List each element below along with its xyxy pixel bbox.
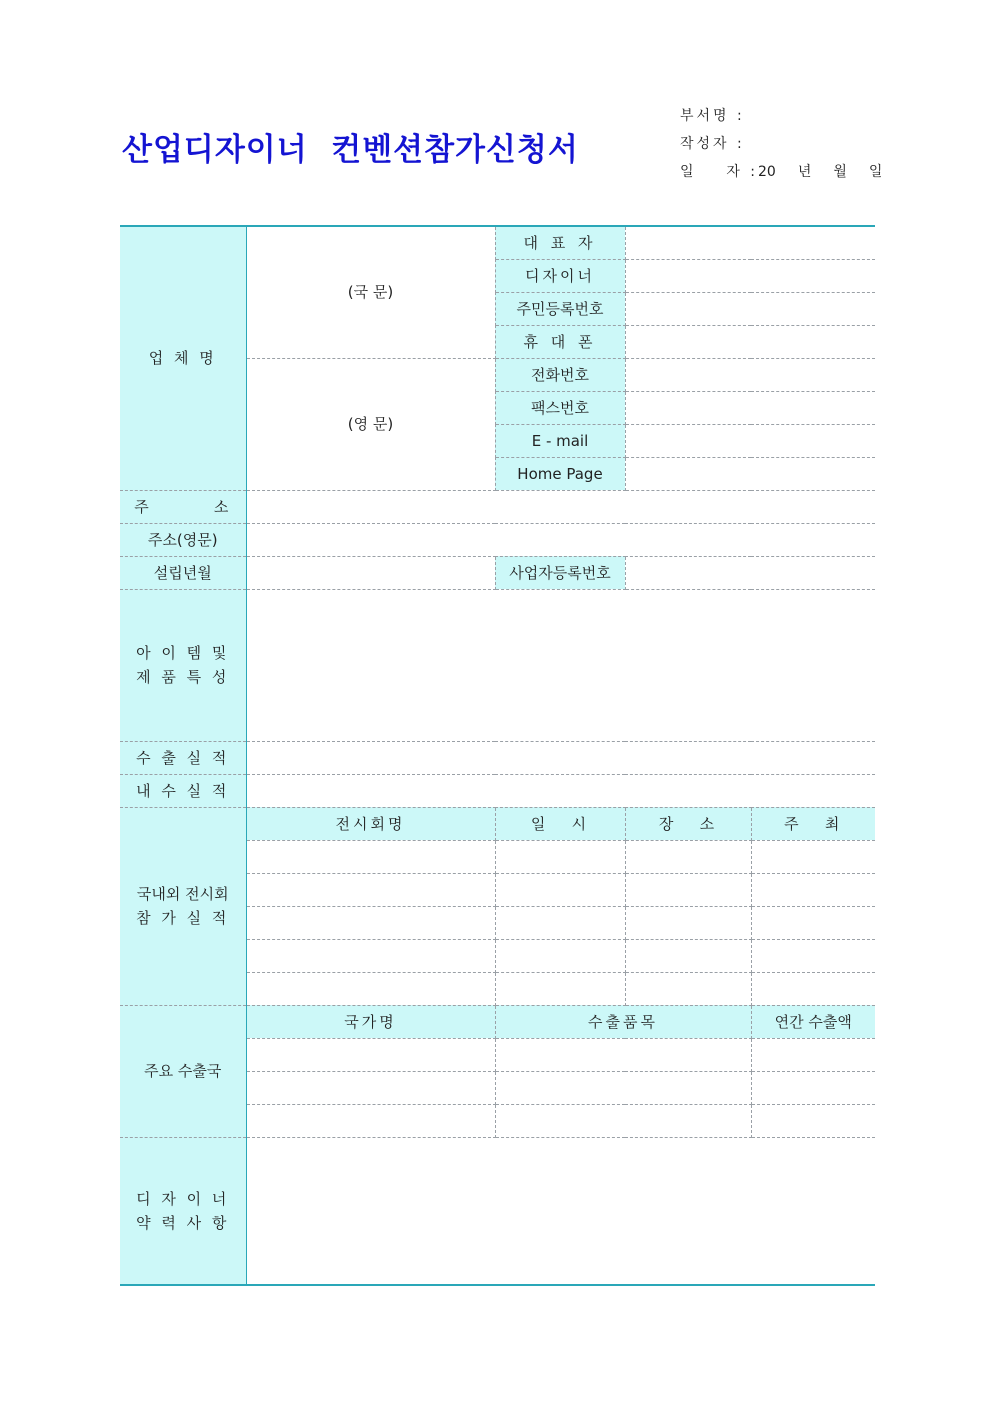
korean-name-label: (국 문)	[246, 226, 495, 358]
date-row	[680, 158, 882, 186]
designer-input[interactable]	[625, 259, 875, 292]
exhibition-host-input[interactable]	[751, 840, 875, 873]
designer-career-label	[120, 1137, 246, 1285]
exhibition-place-header: 장 소	[625, 807, 751, 840]
phone-label: 전화번호	[495, 358, 625, 391]
exhibitions-label-line2: 참 가 실 적	[136, 909, 230, 927]
designer-career-label-line2: 약 력 사 항	[136, 1213, 230, 1232]
exhibition-host-input[interactable]	[751, 906, 875, 939]
document-meta	[680, 102, 882, 186]
exhibition-date-header: 일 시	[495, 807, 625, 840]
exhibition-name-input[interactable]	[246, 840, 495, 873]
exhibition-host-input[interactable]	[751, 939, 875, 972]
resident-number-label: 주민등록번호	[495, 292, 625, 325]
exhibitions-label	[120, 807, 246, 1005]
export-items-header: 수출품목	[495, 1005, 751, 1038]
export-record-label: 수 출 실 적	[120, 741, 246, 774]
exhibition-host-input[interactable]	[751, 972, 875, 1005]
country-input[interactable]	[246, 1038, 495, 1071]
fax-label: 팩스번호	[495, 391, 625, 424]
address-label: 주 소	[120, 490, 246, 523]
exhibition-name-input[interactable]	[246, 972, 495, 1005]
date-label: 일 자 :	[680, 164, 759, 180]
annual-export-header: 연간 수출액	[751, 1005, 875, 1038]
mobile-input[interactable]	[625, 325, 875, 358]
export-countries-label: 주요 수출국	[120, 1005, 246, 1137]
items-input[interactable]	[246, 589, 875, 741]
email-label: E - mail	[495, 424, 625, 457]
exhibition-host-input[interactable]	[751, 873, 875, 906]
fax-input[interactable]	[625, 391, 875, 424]
homepage-label: Home Page	[495, 457, 625, 490]
representative-label: 대 표 자	[495, 226, 625, 259]
application-form-table	[120, 225, 875, 1286]
address-en-label: 주소(영문)	[120, 523, 246, 556]
representative-input[interactable]	[625, 226, 875, 259]
mobile-label: 휴 대 폰	[495, 325, 625, 358]
export-items-input[interactable]	[495, 1104, 751, 1137]
established-label: 설립년월	[120, 556, 246, 589]
exhibition-host-header: 주 최	[751, 807, 875, 840]
exhibition-date-input[interactable]	[495, 906, 625, 939]
exhibition-place-input[interactable]	[625, 906, 751, 939]
country-input[interactable]	[246, 1071, 495, 1104]
country-header: 국가명	[246, 1005, 495, 1038]
date-day: 일	[868, 164, 883, 180]
form-title: 산업디자이너 컨벤션참가신청서	[122, 132, 579, 168]
exhibition-date-input[interactable]	[495, 873, 625, 906]
domestic-record-input[interactable]	[246, 774, 875, 807]
address-en-input[interactable]	[246, 523, 875, 556]
exhibition-date-input[interactable]	[495, 972, 625, 1005]
designer-label: 디자이너	[495, 259, 625, 292]
email-input[interactable]	[625, 424, 875, 457]
exhibition-name-input[interactable]	[246, 873, 495, 906]
designer-career-label-line1: 디 자 이 너	[136, 1189, 230, 1208]
department-row	[680, 102, 882, 130]
exhibitions-label-line1: 국내외 전시회	[136, 885, 229, 903]
english-name-label: (영 문)	[246, 358, 495, 490]
exhibition-name-input[interactable]	[246, 906, 495, 939]
company-name-label: 업 체 명	[120, 226, 246, 490]
designer-career-input[interactable]	[246, 1137, 875, 1285]
items-label-line1: 아 이 템 및	[136, 644, 230, 662]
exhibition-date-input[interactable]	[495, 939, 625, 972]
items-label-line2: 제 품 특 성	[136, 668, 230, 686]
exhibition-place-input[interactable]	[625, 972, 751, 1005]
exhibition-date-input[interactable]	[495, 840, 625, 873]
exhibition-name-input[interactable]	[246, 939, 495, 972]
export-items-input[interactable]	[495, 1071, 751, 1104]
export-items-input[interactable]	[495, 1038, 751, 1071]
department-label: 부서명 :	[680, 108, 745, 124]
exhibition-place-input[interactable]	[625, 939, 751, 972]
date-century: 20	[758, 164, 776, 180]
author-label: 작성자 :	[680, 136, 745, 152]
annual-export-input[interactable]	[751, 1038, 875, 1071]
resident-number-input[interactable]	[625, 292, 875, 325]
biz-reg-input[interactable]	[625, 556, 875, 589]
exhibition-place-input[interactable]	[625, 840, 751, 873]
address-input[interactable]	[246, 490, 875, 523]
phone-input[interactable]	[625, 358, 875, 391]
date-year: 년	[797, 164, 812, 180]
exhibition-place-input[interactable]	[625, 873, 751, 906]
country-input[interactable]	[246, 1104, 495, 1137]
annual-export-input[interactable]	[751, 1104, 875, 1137]
date-value	[758, 158, 882, 186]
author-row	[680, 130, 882, 158]
homepage-input[interactable]	[625, 457, 875, 490]
exhibition-name-header: 전시회명	[246, 807, 495, 840]
export-record-input[interactable]	[246, 741, 875, 774]
established-input[interactable]	[246, 556, 495, 589]
annual-export-input[interactable]	[751, 1071, 875, 1104]
date-month: 월	[833, 164, 847, 180]
biz-reg-label: 사업자등록번호	[495, 556, 625, 589]
items-label	[120, 589, 246, 741]
domestic-record-label: 내 수 실 적	[120, 774, 246, 807]
